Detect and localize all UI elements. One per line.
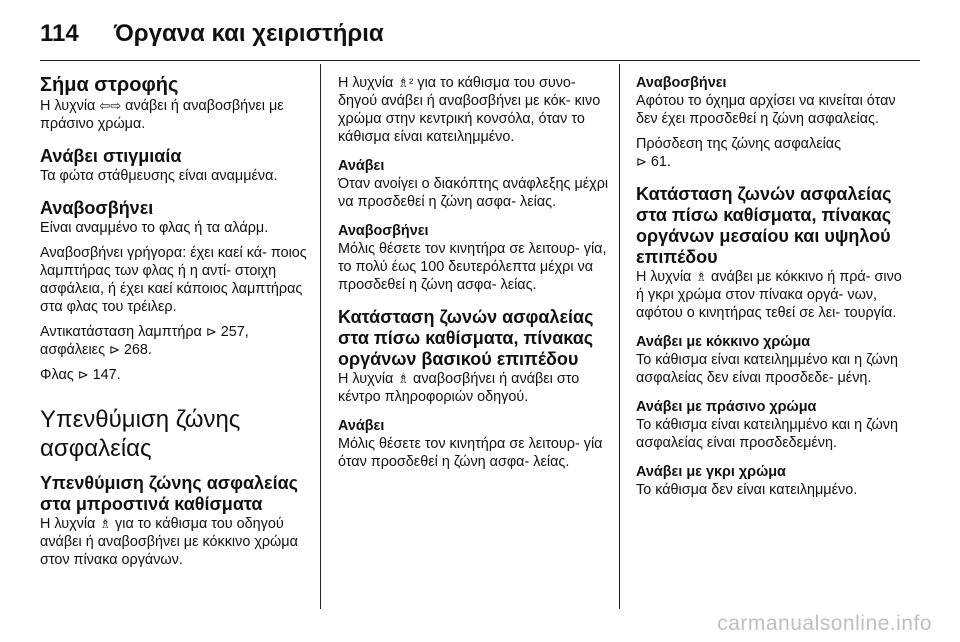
page-ref-icon: ⊳ bbox=[636, 154, 647, 169]
page-ref-icon: ⊳ bbox=[109, 342, 120, 357]
front-seats-text: Η λυχνία ♗ για το κάθισμα του οδηγού ανάβει ή αναβοσβήνει με κόκκινο χρώμα στον πίνακα οργάνων. bbox=[40, 516, 298, 568]
heading-red: Ανάβει με κόκκινο χρώμα bbox=[636, 334, 811, 350]
heading-lit-briefly: Ανάβει στιγμιαία bbox=[40, 146, 182, 166]
heading-front-seats: Υπενθύμιση ζώνης ασφαλείας στα μπροστινά καθίσματα bbox=[40, 473, 299, 514]
seatbelt-icon: ♗ bbox=[695, 269, 708, 284]
header-divider bbox=[40, 60, 920, 61]
heading-turn-signal: Σήμα στροφής bbox=[40, 74, 179, 96]
page-ref-icon: ⊳ bbox=[77, 367, 89, 382]
flashing-text-1: Είναι αναμμένο το φλας ή τα αλάρμ. bbox=[40, 220, 269, 236]
flashing-text: Αφότου το όχημα αρχίσει να κινείται όταν δεν έχει προσδεθεί η ζώνη ασφαλείας. bbox=[636, 93, 896, 127]
flashing-text: Μόλις θέσετε τον κινητήρα σε λειτουρ- γία, το πολύ έως 100 δευτερόλεπτα μέχρι να προσδεθεί η ζώνη ασφα- λείας. bbox=[338, 241, 607, 293]
rear-basic-text: Η λυχνία ♗ αναβοσβήνει ή ανάβει στο κέντρο πληροφοριών οδηγού. bbox=[338, 371, 580, 405]
heading-rear-high: Κατάσταση ζωνών ασφαλείας στα πίσω καθίσματα, πίνακας οργάνων μεσαίου και υψηλού επιπέδου bbox=[636, 184, 892, 267]
heading-rear-basic: Κατάσταση ζωνών ασφαλείας στα πίσω καθίσματα, πίνακας οργάνων βασικού επιπέδου bbox=[338, 307, 594, 369]
heading-lit: Ανάβει bbox=[338, 418, 385, 434]
lit-briefly-text: Τα φώτα στάθμευσης είναι αναμμένα. bbox=[40, 168, 278, 184]
column-divider-1 bbox=[320, 64, 321, 609]
column-3 bbox=[636, 74, 908, 506]
heading-green: Ανάβει με πράσινο χρώμα bbox=[636, 399, 817, 415]
turn-signal-icon: ⇦⇨ bbox=[99, 98, 122, 113]
green-text: Το κάθισμα είναι κατειλημμένο και η ζώνη ασφαλείας είναι προσδεδεμένη. bbox=[636, 417, 898, 451]
column-2 bbox=[338, 74, 610, 478]
rear-high-text: Η λυχνία ♗ ανάβει με κόκκινο ή πρά- σινο ή γκρι χρώμα στον πίνακα οργά- νων, αφότου ο κινητήρας τεθεί σε λει- τουργία. bbox=[636, 269, 902, 321]
grey-text: Το κάθισμα δεν είναι κατειλημμένο. bbox=[636, 482, 858, 498]
passenger-seatbelt-icon: ♗² bbox=[397, 75, 414, 90]
red-text: Το κάθισμα είναι κατειλημμένο και η ζώνη ασφαλείας δεν είναι προσδεδε- μένη. bbox=[636, 352, 898, 386]
seatbelt-icon: ♗ bbox=[99, 516, 112, 531]
page-ref-icon: ⊳ bbox=[205, 324, 217, 339]
heading-flashing: Αναβοσβήνει bbox=[338, 223, 429, 239]
fasten-belt-ref: Πρόσδεση της ζώνης ασφαλείας ⊳ 61. bbox=[636, 136, 842, 170]
passenger-seat-text: Η λυχνία ♗² για το κάθισμα του συνο- δηγού ανάβει ή αναβοσβήνει με κόκ- κινο χρώμα στην κεντρική κονσόλα, όταν το κάθισμα είναι κατειλημμένο. bbox=[338, 75, 601, 145]
heading-grey: Ανάβει με γκρι χρώμα bbox=[636, 464, 786, 480]
lit-text-2: Μόλις θέσετε τον κινητήρα σε λειτουρ- γία όταν προσδεθεί η ζώνη ασφα- λείας. bbox=[338, 436, 603, 470]
page-number: 114 bbox=[40, 20, 79, 47]
bulb-fuse-refs: Αντικατάσταση λαμπτήρα ⊳ 257, ασφάλειες ⊳ 268. bbox=[40, 324, 249, 358]
column-divider-2 bbox=[619, 64, 620, 609]
turn-signal-ref: Φλας ⊳ 147. bbox=[40, 367, 121, 383]
watermark: carmanualsonline.info bbox=[717, 612, 932, 635]
flashing-text-2: Αναβοσβήνει γρήγορα: έχει καεί κά- ποιος λαμπτήρας των φλας ή η αντί- στοιχη ασφάλεια, ή έχει καεί κάποιος λαμπτήρας στα φλας του τρέιλερ. bbox=[40, 245, 307, 315]
heading-belt-reminder: Υπενθύμιση ζώνης ασφαλείας bbox=[40, 406, 241, 462]
heading-flashing: Αναβοσβήνει bbox=[636, 75, 727, 91]
column-1 bbox=[40, 74, 312, 576]
turn-signal-text: Η λυχνία ⇦⇨ ανάβει ή αναβοσβήνει με πράσινο χρώμα. bbox=[40, 98, 284, 132]
page-title: Όργανα και χειριστήρια bbox=[114, 20, 384, 47]
seatbelt-icon: ♗ bbox=[397, 371, 410, 386]
lit-text: Όταν ανοίγει ο διακόπτης ανάφλεξης μέχρι να προσδεθεί η ζώνη ασφα- λείας. bbox=[338, 176, 609, 210]
heading-lit: Ανάβει bbox=[338, 158, 385, 174]
heading-flashing: Αναβοσβήνει bbox=[40, 198, 154, 218]
page-header bbox=[40, 16, 920, 56]
